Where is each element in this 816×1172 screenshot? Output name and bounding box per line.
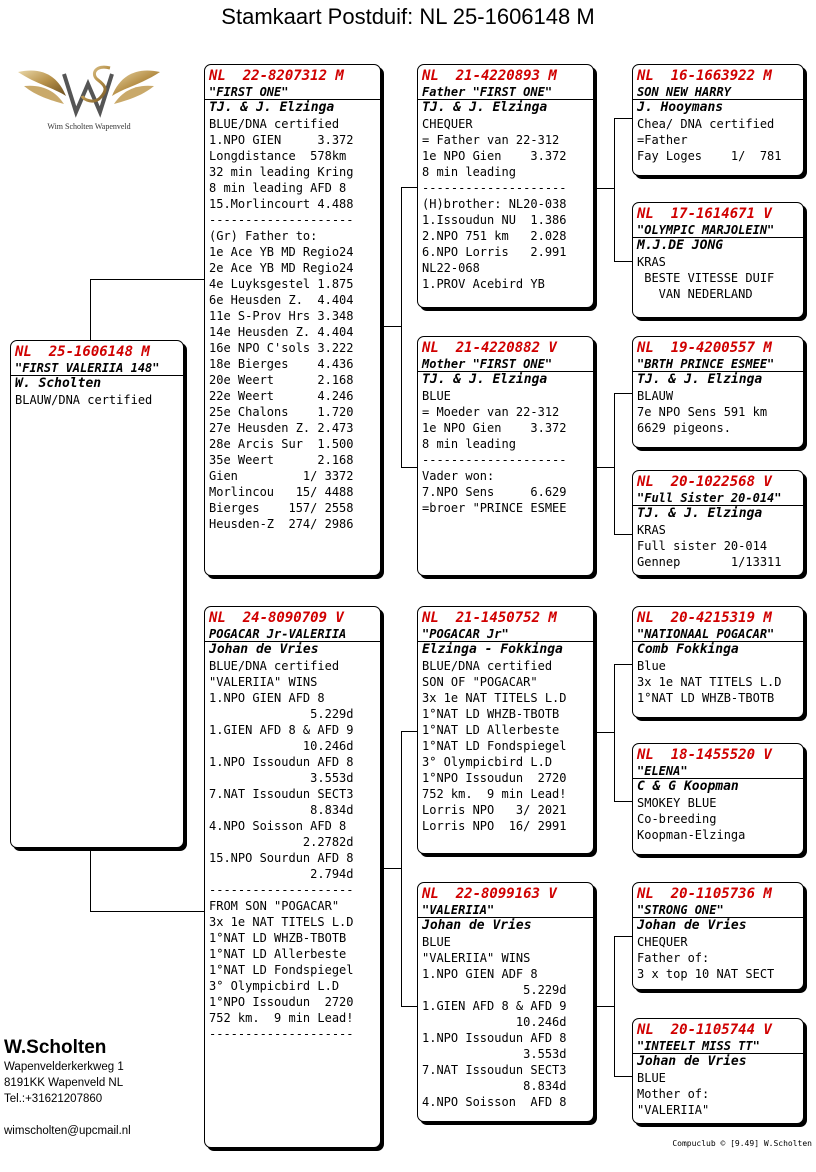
pigeon-name: Mother "FIRST ONE" (418, 357, 593, 372)
ring-number: NL 21-1450752 M (422, 610, 557, 626)
page-title: Stamkaart Postduif: NL 25-1606148 M (221, 4, 595, 29)
detail-line: =broer "PRINCE ESMEE (422, 501, 567, 515)
detail-line: 1°NAT LD WHZB-TBOTB (637, 691, 775, 705)
detail-line: 8.834d (209, 803, 354, 817)
connector (594, 732, 614, 733)
detail-line: 22e Weert 4.246 (209, 389, 354, 403)
pigeon-card-mm[interactable] (417, 882, 594, 1122)
detail-line: Chea/ DNA certified (637, 117, 775, 131)
detail-line: 1e NPO Gien 3.372 (422, 149, 567, 163)
connector (614, 261, 632, 262)
detail-line: BLUE (637, 1071, 666, 1085)
breeder: Johan de Vries (637, 918, 747, 933)
detail-line: Vader won: (422, 469, 495, 483)
breeder: Johan de Vries (637, 1054, 747, 1069)
breeder: TJ. & J. Elzinga (422, 100, 548, 115)
detail-line: -------------------- (422, 453, 567, 467)
owner-address: Wapenvelderkerkweg 1 (4, 1061, 124, 1073)
pigeon-name: SON NEW HARRY (633, 85, 803, 100)
detail-line: BLAUW/DNA certified (15, 393, 153, 407)
pigeon-details (637, 934, 799, 982)
logo-caption: Wim Scholten Wapenveld (47, 122, 131, 131)
pigeon-details (637, 254, 799, 302)
detail-line: Longdistance 578km (209, 149, 347, 163)
pigeon-card-father[interactable] (204, 64, 381, 576)
detail-line: = Father van 22-312 (422, 133, 560, 147)
pigeon-card-mff[interactable] (632, 606, 804, 718)
detail-line: (Gr) Father to: (209, 229, 318, 243)
detail-line: 28e Arcis Sur 1.500 (209, 437, 354, 451)
detail-line: = Moeder van 22-312 (422, 405, 560, 419)
connector (90, 849, 91, 911)
detail-line: 16e NPO C'sols 3.222 (209, 341, 354, 355)
owner-block (4, 1037, 124, 1107)
owner-phone: Tel.:+31621207860 (4, 1093, 103, 1105)
pigeon-details (422, 934, 589, 1110)
detail-line: Full sister 20-014 (637, 539, 768, 553)
pigeon-card-fmf[interactable] (632, 336, 804, 448)
detail-line: Gennep 1/13311 (637, 555, 782, 569)
detail-line: 6.NPO Lorris 2.991 (422, 245, 567, 259)
pigeon-card-fmm[interactable] (632, 470, 804, 576)
detail-line: 1°NAT LD WHZB-TBOTB (422, 707, 560, 721)
pigeon-details (15, 392, 179, 408)
detail-line: Gien 1/ 3372 (209, 469, 354, 483)
connector (594, 1006, 614, 1007)
breeder: Elzinga - Fokkinga (422, 642, 563, 657)
breeder: M.J.DE JONG (637, 238, 724, 253)
detail-line: 2.NPO 751 km 2.028 (422, 229, 567, 243)
detail-line: 1e NPO Gien 3.372 (422, 421, 567, 435)
detail-line: 1°NAT LD WHZB-TBOTB (209, 931, 347, 945)
detail-line: 3.553d (422, 1047, 567, 1061)
pigeon-details (637, 388, 799, 436)
connector (614, 393, 615, 534)
detail-line: VAN NEDERLAND (637, 287, 753, 301)
detail-line: 1.NPO Issoudun AFD 8 (422, 1031, 567, 1045)
pigeon-card-subject[interactable] (10, 340, 184, 848)
connector (614, 534, 632, 535)
detail-line: NL22-068 (422, 261, 480, 275)
detail-line: 3.553d (209, 771, 354, 785)
connector (614, 393, 632, 394)
detail-line: 4e Luyksgestel 1.875 (209, 277, 354, 291)
detail-line: 10.246d (422, 1015, 567, 1029)
ring-number: NL 16-1663922 M (637, 68, 772, 84)
pigeon-details (209, 116, 376, 532)
pigeon-name: "Full Sister 20-014" (633, 491, 803, 506)
detail-line: 752 km. 9 min Lead! (422, 787, 567, 801)
connector (401, 1006, 417, 1007)
detail-line: 1.GIEN AFD 8 & AFD 9 (422, 999, 567, 1013)
footer-credit: Compuclub © [9.49] W.Scholten (672, 1139, 812, 1148)
detail-line: Bierges 157/ 2558 (209, 501, 354, 515)
pigeon-details (422, 658, 589, 834)
detail-line: 1e Ace YB MD Regio24 (209, 245, 354, 259)
detail-line: 3x 1e NAT TITELS L.D (209, 915, 354, 929)
detail-line: Morlincou 15/ 4488 (209, 485, 354, 499)
pigeon-details (209, 658, 376, 1042)
detail-line: Blue (637, 659, 666, 673)
connector (614, 936, 615, 1076)
detail-line: -------------------- (209, 213, 354, 227)
pigeon-details (637, 522, 799, 570)
ring-number: NL 20-4215319 M (637, 610, 772, 626)
detail-line: KRAS (637, 255, 666, 269)
detail-line: Lorris NPO 3/ 2021 (422, 803, 567, 817)
breeder: Johan de Vries (209, 642, 319, 657)
detail-line: 1.NPO GIEN AFD 8 (209, 691, 325, 705)
detail-line: 6629 pigeons. (637, 421, 731, 435)
detail-line: 7.NAT Issoudun SECT3 (422, 1063, 567, 1077)
pigeon-details (637, 116, 799, 164)
detail-line: CHEQUER (637, 935, 688, 949)
detail-line: 1°NAT LD Fondspiegel (422, 739, 567, 753)
ring-number: NL 21-4220882 V (422, 340, 557, 356)
pigeon-card-fm[interactable] (417, 336, 594, 576)
detail-line: 2.794d (209, 867, 354, 881)
breeder: Johan de Vries (422, 918, 532, 933)
detail-line: 25e Chalons 1.720 (209, 405, 354, 419)
detail-line: 3x 1e NAT TITELS L.D (422, 691, 567, 705)
detail-line: 1°NPO Issoudun 2720 (209, 995, 354, 1009)
detail-line: 7e NPO Sens 591 km (637, 405, 768, 419)
detail-line: 15.Morlincourt 4.488 (209, 197, 354, 211)
pigeon-card-mmm[interactable] (632, 1018, 804, 1124)
detail-line: BLUE/DNA certified (209, 117, 340, 131)
detail-line: 1°NPO Issoudun 2720 (422, 771, 567, 785)
detail-line: 15.NPO Sourdun AFD 8 (209, 851, 354, 865)
detail-line: BLUE/DNA certified (209, 659, 340, 673)
detail-line: SON OF "POGACAR" (422, 675, 538, 689)
connector (401, 731, 417, 732)
detail-line: BLAUW (637, 389, 674, 403)
ring-number: NL 20-1105744 V (637, 1022, 772, 1038)
connector (614, 1076, 632, 1077)
breeder: J. Hooymans (637, 100, 724, 115)
connector (614, 801, 632, 802)
ring-number: NL 22-8099163 V (422, 886, 557, 902)
connector (401, 731, 402, 1006)
breeder: TJ. & J. Elzinga (209, 100, 335, 115)
detail-line: Mother of: (637, 1087, 710, 1101)
ring-number: NL 19-4200557 M (637, 340, 772, 356)
connector (90, 911, 204, 912)
pigeon-name: "OLYMPIC MARJOLEIN" (633, 223, 803, 238)
detail-line: 1.NPO Issoudun AFD 8 (209, 755, 354, 769)
pigeon-name: "BRTH PRINCE ESMEE" (633, 357, 803, 372)
detail-line: 3x 1e NAT TITELS L.D (637, 675, 782, 689)
breeder: TJ. & J. Elzinga (637, 372, 763, 387)
pigeon-name: "NATIONAAL POGACAR" (633, 627, 803, 642)
detail-line: 2e Ace YB MD Regio24 (209, 261, 354, 275)
detail-line: 1.PROV Acebird YB (422, 277, 545, 291)
detail-line: 20e Weert 2.168 (209, 373, 354, 387)
detail-line: CHEQUER (422, 117, 473, 131)
connector (90, 279, 91, 340)
detail-line: =Father (637, 133, 688, 147)
detail-line: 11e S-Prov Hrs 3.348 (209, 309, 354, 323)
pigeon-card-mmf[interactable] (632, 882, 804, 990)
detail-line: FROM SON "POGACAR" (209, 899, 340, 913)
connector (614, 664, 632, 665)
detail-line: 4.NPO Soisson AFD 8 (422, 1095, 567, 1109)
detail-line: 3 x top 10 NAT SECT (637, 967, 775, 981)
detail-line: 6e Heusden Z. 4.404 (209, 293, 354, 307)
pigeon-name: Father "FIRST ONE" (418, 85, 593, 100)
detail-line: 1°NAT LD Allerbeste (422, 723, 560, 737)
ring-number: NL 18-1455520 V (637, 747, 772, 763)
detail-line: 7.NAT Issoudun SECT3 (209, 787, 354, 801)
detail-line: 32 min leading Kring (209, 165, 354, 179)
pigeon-card-ff[interactable] (417, 64, 594, 308)
detail-line: Koopman-Elzinga (637, 828, 746, 842)
detail-line: -------------------- (422, 181, 567, 195)
connector (614, 118, 632, 119)
pigeon-details (422, 388, 589, 516)
connector (90, 279, 204, 280)
detail-line: 1°NAT LD Allerbeste (209, 947, 347, 961)
pigeon-name: POGACAR Jr-VALERIIA (205, 627, 380, 642)
detail-line: 27e Heusden Z. 2.473 (209, 421, 354, 435)
detail-line: BLUE (422, 389, 451, 403)
pigeon-details (637, 658, 799, 706)
pigeon-name: "STRONG ONE" (633, 903, 803, 918)
pigeon-card-mf[interactable] (417, 606, 594, 854)
pigeon-name: "FIRST ONE" (205, 85, 380, 100)
ring-number: NL 24-8090709 V (209, 610, 344, 626)
breeder: TJ. & J. Elzinga (422, 372, 548, 387)
connector (401, 187, 417, 188)
detail-line: 3° Olympicbird L.D (209, 979, 340, 993)
pigeon-name: "ELENA" (633, 764, 803, 779)
detail-line: Father of: (637, 951, 710, 965)
connector (381, 326, 401, 327)
breeder: W. Scholten (15, 376, 102, 391)
detail-line: "VALERIIA" (637, 1103, 710, 1117)
detail-line: SMOKEY BLUE (637, 796, 717, 810)
connector (614, 664, 615, 801)
owner-email[interactable]: wimscholten@upcmail.nl (4, 1125, 131, 1137)
detail-line: BESTE VITESSE DUIF (637, 271, 775, 285)
pigeon-details (422, 116, 589, 292)
detail-line: Fay Loges 1/ 781 (637, 149, 782, 163)
pigeon-name: "VALERIIA" (418, 903, 593, 918)
detail-line: 1.NPO GIEN ADF 8 (422, 967, 538, 981)
owner-city: 8191KK Wapenveld NL (4, 1077, 124, 1089)
detail-line: 752 km. 9 min Lead! (209, 1011, 354, 1025)
ring-number: NL 21-4220893 M (422, 68, 557, 84)
pigeon-details (637, 795, 799, 843)
pigeon-card-fff[interactable] (632, 64, 804, 176)
breeder: C & G Koopman (637, 779, 739, 794)
detail-line: 1.GIEN AFD 8 & AFD 9 (209, 723, 354, 737)
detail-line: "VALERIIA" WINS (209, 675, 318, 689)
detail-line: 14e Heusden Z. 4.404 (209, 325, 354, 339)
pigeon-details (637, 1070, 799, 1118)
detail-line: 18e Bierges 4.436 (209, 357, 354, 371)
detail-line: 1.NPO GIEN 3.372 (209, 133, 354, 147)
connector (381, 868, 401, 869)
pigeon-name: "INTEELT MISS TT" (633, 1039, 803, 1054)
detail-line: Co-breeding (637, 812, 717, 826)
detail-line: 4.NPO Soisson AFD 8 (209, 819, 347, 833)
detail-line: 1°NAT LD Fondspiegel (209, 963, 354, 977)
detail-line: 10.246d (209, 739, 354, 753)
pigeon-card-ffm[interactable] (632, 202, 804, 318)
detail-line: 8 min leading (422, 165, 516, 179)
pigeon-name: "FIRST VALERIIA 148" (11, 361, 183, 376)
owner-name: W.Scholten (4, 1037, 107, 1058)
ring-number: NL 22-8207312 M (209, 68, 344, 84)
ring-number: NL 17-1614671 V (637, 206, 772, 222)
ring-number: NL 20-1105736 M (637, 886, 772, 902)
connector (401, 187, 402, 467)
detail-line: 2.2782d (209, 835, 354, 849)
pigeon-card-mother[interactable] (204, 606, 381, 1148)
detail-line: 5.229d (209, 707, 354, 721)
detail-line: Lorris NPO 16/ 2991 (422, 819, 567, 833)
connector (594, 467, 614, 468)
pigeon-card-mfm[interactable] (632, 743, 804, 855)
detail-line: 8 min leading AFD 8 (209, 181, 347, 195)
detail-line: 7.NPO Sens 6.629 (422, 485, 567, 499)
detail-line: 5.229d (422, 983, 567, 997)
connector (614, 936, 632, 937)
detail-line: -------------------- (209, 1027, 354, 1041)
connector (594, 188, 614, 189)
detail-line: 1.Issoudun NU 1.386 (422, 213, 567, 227)
connector (614, 118, 615, 261)
ring-number: NL 20-1022568 V (637, 474, 772, 490)
detail-line: -------------------- (209, 883, 354, 897)
detail-line: BLUE (422, 935, 451, 949)
detail-line: 8 min leading (422, 437, 516, 451)
detail-line: (H)brother: NL20-038 (422, 197, 567, 211)
breeder: Comb Fokkinga (637, 642, 739, 657)
detail-line: BLUE/DNA certified (422, 659, 553, 673)
detail-line: 8.834d (422, 1079, 567, 1093)
breeder: TJ. & J. Elzinga (637, 506, 763, 521)
detail-line: 3° Olympicbird L.D (422, 755, 553, 769)
detail-line: "VALERIIA" WINS (422, 951, 531, 965)
detail-line: Heusden-Z 274/ 2986 (209, 517, 354, 531)
pigeon-name: "POGACAR Jr" (418, 627, 593, 642)
connector (401, 467, 417, 468)
detail-line: 35e Weert 2.168 (209, 453, 354, 467)
ring-number: NL 25-1606148 M (15, 344, 150, 360)
detail-line: KRAS (637, 523, 666, 537)
